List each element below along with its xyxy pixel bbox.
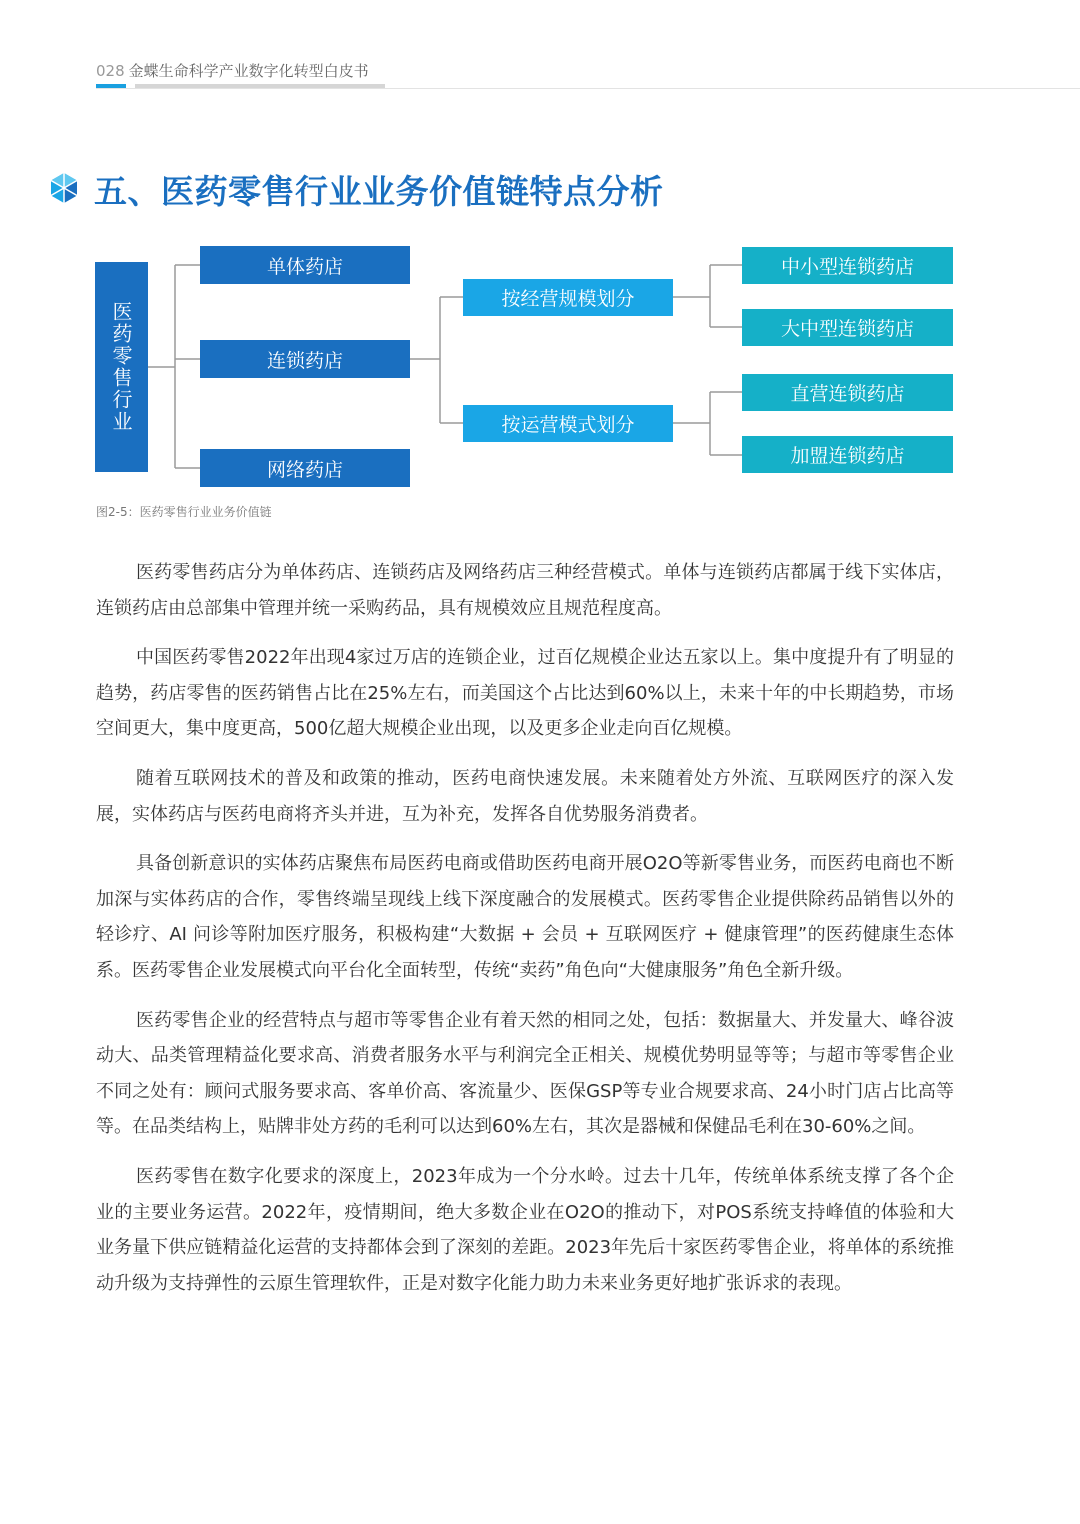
value-chain-diagram [0,0,1080,520]
paragraph: 中国医药零售2022年出现4家过万店的连锁企业，过百亿规模企业达五家以上。集中度提升有了明显的趋势，药店零售的医药销售占比在25%左右，而美国这个占比达到60%以上，未来十年的中长期趋势，市场空间更大，集中度更高，500亿超大规模企业出现，以及更多企业走向百亿规模。 [96,647,954,740]
node-chain-pharmacy: 连锁药店 [200,340,410,378]
document-title: 金蝶生命科学产业数字化转型白皮书 [128,62,369,80]
paragraph: 医药零售在数字化要求的深度上，2023年成为一个分水岭。过去十几年，传统单体系统支撑了各个企业的主要业务运营。2022年，疫情期间，绝大多数企业在O2O的推动下，对POS系统支持峰值的体验和大业务量下供应链精益化运营的支持都体会到了深刻的差距。2023年先后十家医药零售企业，将单体的系统推动升级为支持弹性的云原生管理软件，正是对数字化能力助力未来业务更好地扩张诉求的表现。 [96,1165,954,1294]
node-franchise-chain: 加盟连锁药店 [742,436,953,473]
section-title: 五、医药零售行业业务价值链特点分析 [94,172,664,211]
paragraph: 医药零售药店分为单体药店、连锁药店及网络药店三种经营模式。单体与连锁药店都属于线下实体店，连锁药店由总部集中管理并统一采购药品，具有规模效应且规范程度高。 [96,562,954,619]
page-number: 028 [96,62,125,80]
paragraph: 具备创新意识的实体药店聚焦布局医药电商或借助医药电商开展O2O等新零售业务，而医药电商也不断加深与实体药店的合作，零售终端呈现线上线下深度融合的发展模式。医药零售企业提供除药品销售以外的轻诊疗、AI 问诊等附加医疗服务，积极构建“大数据 + 会员 + 互联网医疗 + 健康管理”的医药健康生态体系。医药零售企业发展模式向平台化全面转型，传统“卖药”角色向“大健康服务”角色全新升级。 [96,853,954,981]
node-small-medium-chain: 中小型连锁药店 [742,247,953,284]
figure-caption: 图2-5：医药零售行业业务价值链 [96,505,272,519]
node-single-pharmacy: 单体药店 [200,246,410,284]
node-direct-chain: 直营连锁药店 [742,374,953,411]
node-large-medium-chain: 大中型连锁药店 [742,309,953,346]
paragraph: 医药零售企业的经营特点与超市等零售企业有着天然的相同之处，包括：数据量大、并发量大、峰谷波动大、品类管理精益化要求高、消费者服务水平与利润完全正相关、规模优势明显等等；与超市等零售企业不同之处有：顾问式服务要求高、客单价高、客流量少、医保GSP等专业合规要求高、24小时门店占比高等等。在品类结构上，贴牌非处方药的毛利可以达到60%左右，其次是器械和保健品毛利在30-60%之间。 [96,1009,954,1138]
node-by-scale: 按经营规模划分 [463,279,673,316]
diagram-root-node: 医药零售行业 [95,262,148,472]
node-by-operation-mode: 按运营模式划分 [463,405,673,442]
node-online-pharmacy: 网络药店 [200,449,410,487]
body-text [96,555,954,1315]
paragraph: 随着互联网技术的普及和政策的推动，医药电商快速发展。未来随着处方外流、互联网医疗的深入发展，实体药店与医药电商将齐头并进，互为补充，发挥各自优势服务消费者。 [96,767,954,825]
